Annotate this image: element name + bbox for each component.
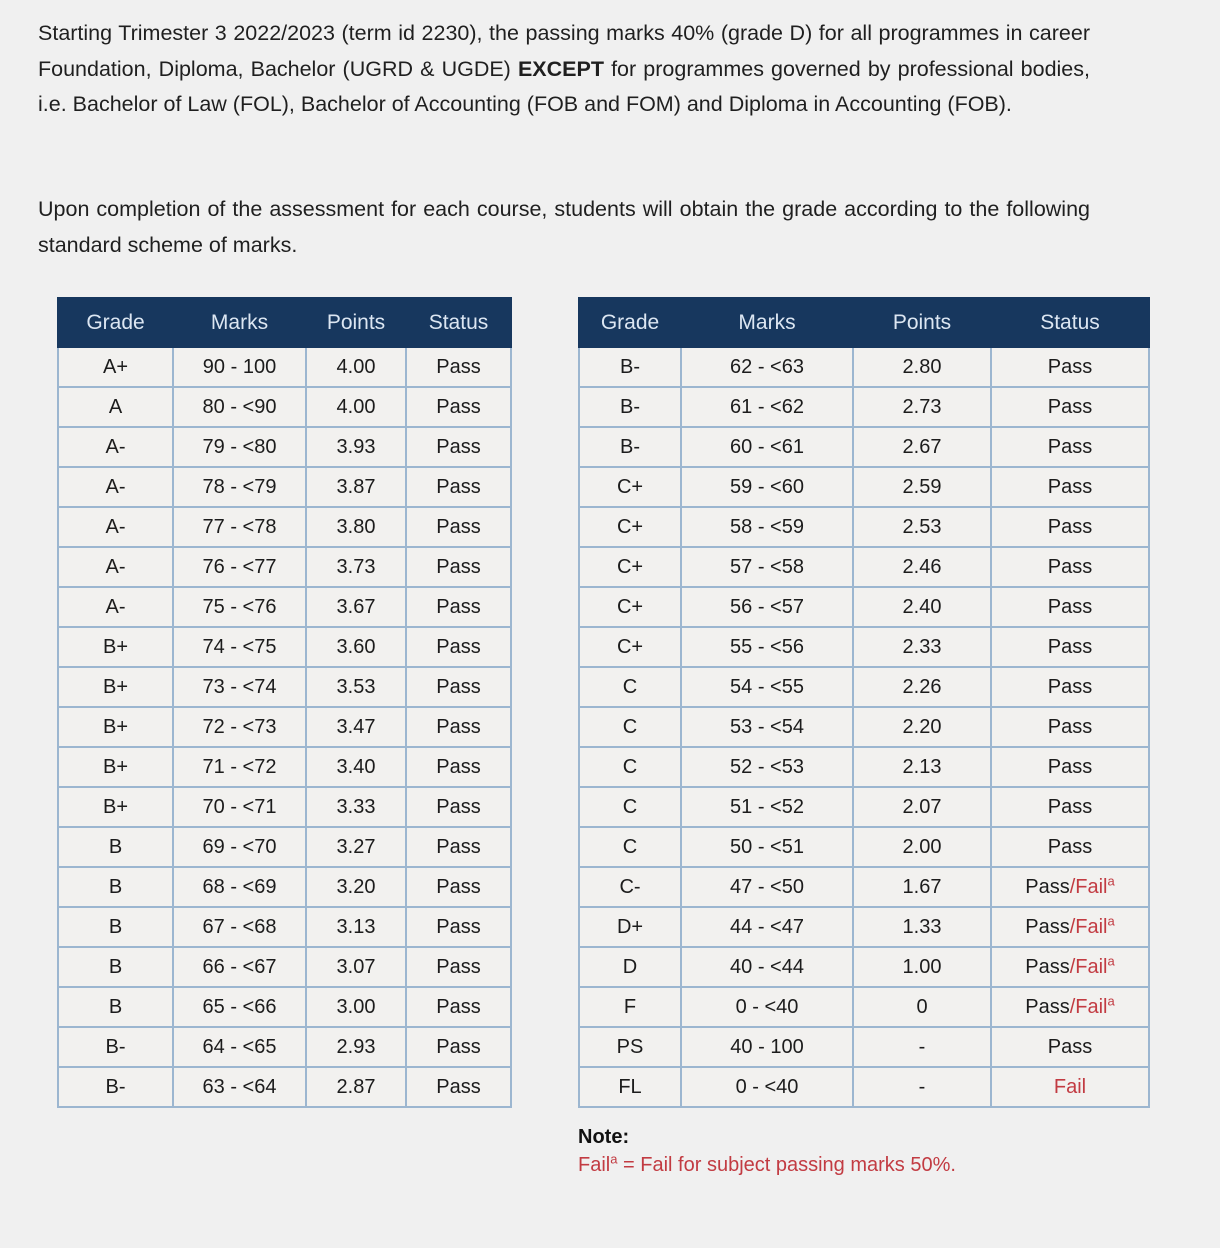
status-cell xyxy=(406,787,511,827)
grade-cell: FL xyxy=(579,1067,681,1107)
marks-cell: 79 - <80 xyxy=(173,427,306,467)
text-part: Pass xyxy=(436,675,481,698)
grade-table-left xyxy=(57,297,512,1108)
points-cell: 3.13 xyxy=(306,907,406,947)
text-part: Fail xyxy=(1053,1075,1087,1098)
text-part: Pass xyxy=(436,755,481,778)
points-cell: 0 xyxy=(853,987,991,1027)
text-part: Pass xyxy=(1047,1035,1093,1058)
status-cell xyxy=(991,1067,1149,1107)
marks-cell: 72 - <73 xyxy=(173,707,306,747)
marks-cell: 80 - <90 xyxy=(173,387,306,427)
table-row xyxy=(579,747,1149,787)
table-row xyxy=(58,1067,511,1107)
text-part: /Fail xyxy=(1069,875,1108,898)
points-cell: 2.87 xyxy=(306,1067,406,1107)
status-cell xyxy=(406,707,511,747)
text-part: a xyxy=(1107,912,1115,928)
points-cell: 2.00 xyxy=(853,827,991,867)
table-row xyxy=(579,707,1149,747)
status-cell xyxy=(406,507,511,547)
intro-text-start: Starting Trimester 3 2022/2023 (term id 2230), the passing marks 40% (grade D) for all programmes in career Foundation, Diploma, Bachelor (UGRD & UGDE) xyxy=(38,21,1090,81)
text-part: Pass xyxy=(1025,875,1070,898)
points-cell: 2.46 xyxy=(853,547,991,587)
text-part: Pass xyxy=(436,955,481,978)
status-cell xyxy=(991,707,1149,747)
grade-cell: B- xyxy=(58,1027,173,1067)
grade-cell: B+ xyxy=(58,747,173,787)
text-part: Pass xyxy=(436,635,481,658)
status-cell xyxy=(406,667,511,707)
marks-cell: 90 - 100 xyxy=(173,347,306,387)
table-row xyxy=(58,867,511,907)
grade-cell: A- xyxy=(58,547,173,587)
table-row xyxy=(579,467,1149,507)
col-header-marks: Marks xyxy=(681,298,853,347)
points-cell: 3.53 xyxy=(306,667,406,707)
text-part: Pass xyxy=(436,355,481,378)
marks-cell: 61 - <62 xyxy=(681,387,853,427)
marks-cell: 73 - <74 xyxy=(173,667,306,707)
marks-cell: 47 - <50 xyxy=(681,867,853,907)
status-cell xyxy=(991,547,1149,587)
text-part: Pass xyxy=(1025,915,1070,938)
grade-cell: C+ xyxy=(579,507,681,547)
points-cell: 2.33 xyxy=(853,627,991,667)
points-cell: 2.26 xyxy=(853,667,991,707)
text-part: Pass xyxy=(436,835,481,858)
table-row xyxy=(58,467,511,507)
points-cell: 2.80 xyxy=(853,347,991,387)
status-cell xyxy=(991,907,1149,947)
table-row xyxy=(579,907,1149,947)
marks-cell: 66 - <67 xyxy=(173,947,306,987)
text-part: Pass xyxy=(436,595,481,618)
points-cell: 3.60 xyxy=(306,627,406,667)
table-row xyxy=(58,387,511,427)
table-row xyxy=(58,907,511,947)
status-cell xyxy=(991,867,1149,907)
points-cell: 3.33 xyxy=(306,787,406,827)
grade-table-left-body xyxy=(58,347,511,1107)
text-part: /Fail xyxy=(1069,955,1108,978)
intro-paragraph-1 xyxy=(38,16,1090,123)
marks-cell: 54 - <55 xyxy=(681,667,853,707)
grade-cell: B xyxy=(58,827,173,867)
status-cell xyxy=(991,587,1149,627)
table-row xyxy=(58,1027,511,1067)
grade-cell: A- xyxy=(58,467,173,507)
marks-cell: 55 - <56 xyxy=(681,627,853,667)
grade-cell: C xyxy=(579,667,681,707)
status-cell xyxy=(991,747,1149,787)
text-part: = Fail for subject passing marks 50%. xyxy=(617,1154,956,1176)
points-cell: 3.20 xyxy=(306,867,406,907)
grade-cell: C+ xyxy=(579,587,681,627)
table-row xyxy=(579,427,1149,467)
col-header-points: Points xyxy=(853,298,991,347)
status-cell xyxy=(406,467,511,507)
col-header-grade: Grade xyxy=(579,298,681,347)
text-part: Pass xyxy=(436,395,481,418)
points-cell: 2.73 xyxy=(853,387,991,427)
col-header-marks: Marks xyxy=(173,298,306,347)
except-emphasis: EXCEPT xyxy=(517,56,604,81)
grade-cell: PS xyxy=(579,1027,681,1067)
table-row xyxy=(579,947,1149,987)
marks-cell: 44 - <47 xyxy=(681,907,853,947)
status-cell xyxy=(991,787,1149,827)
text-part: Pass xyxy=(1047,715,1093,738)
table-row xyxy=(579,507,1149,547)
table-row xyxy=(58,347,511,387)
table-row xyxy=(579,867,1149,907)
table-row xyxy=(58,947,511,987)
points-cell: 3.40 xyxy=(306,747,406,787)
col-header-grade: Grade xyxy=(58,298,173,347)
marks-cell: 63 - <64 xyxy=(173,1067,306,1107)
table-row xyxy=(58,547,511,587)
points-cell: 2.13 xyxy=(853,747,991,787)
intro-text-end: for programmes governed by professional bodies, i.e. Bachelor of Law (FOL), Bachelor of Accounting (FOB and FOM) and Diploma in Accounting (FOB). xyxy=(38,56,1090,116)
status-cell xyxy=(991,627,1149,667)
text-part: Pass xyxy=(436,795,481,818)
text-part: Pass xyxy=(1025,995,1070,1018)
marks-cell: 76 - <77 xyxy=(173,547,306,587)
table-row xyxy=(579,787,1149,827)
points-cell: 2.67 xyxy=(853,427,991,467)
table-row xyxy=(579,1027,1149,1067)
marks-cell: 57 - <58 xyxy=(681,547,853,587)
grade-cell: C+ xyxy=(579,547,681,587)
status-cell xyxy=(991,507,1149,547)
grade-cell: B xyxy=(58,867,173,907)
points-cell: 3.07 xyxy=(306,947,406,987)
table-row xyxy=(579,347,1149,387)
points-cell: 4.00 xyxy=(306,347,406,387)
text-part: Pass xyxy=(1047,595,1093,618)
points-cell: 1.33 xyxy=(853,907,991,947)
text-part: a xyxy=(1107,992,1115,1008)
table-row xyxy=(579,667,1149,707)
col-header-status: Status xyxy=(406,298,511,347)
status-cell xyxy=(991,667,1149,707)
status-cell xyxy=(991,387,1149,427)
points-cell: 1.00 xyxy=(853,947,991,987)
text-part: a xyxy=(1107,952,1115,968)
grade-cell: B xyxy=(58,987,173,1027)
marks-cell: 62 - <63 xyxy=(681,347,853,387)
table-row xyxy=(58,667,511,707)
col-header-status: Status xyxy=(991,298,1149,347)
points-cell: 2.59 xyxy=(853,467,991,507)
points-cell: 2.40 xyxy=(853,587,991,627)
grade-cell: A+ xyxy=(58,347,173,387)
status-cell xyxy=(406,747,511,787)
marks-cell: 40 - <44 xyxy=(681,947,853,987)
grade-cell: A- xyxy=(58,587,173,627)
text-part: Pass xyxy=(1047,795,1093,818)
grade-cell: B xyxy=(58,947,173,987)
text-part: Pass xyxy=(1047,555,1093,578)
header-row xyxy=(58,298,511,347)
points-cell: 2.53 xyxy=(853,507,991,547)
table-row xyxy=(58,827,511,867)
grade-cell: A- xyxy=(58,427,173,467)
points-cell: 2.20 xyxy=(853,707,991,747)
grade-cell: C xyxy=(579,787,681,827)
points-cell: 1.67 xyxy=(853,867,991,907)
points-cell: 3.00 xyxy=(306,987,406,1027)
text-part: Pass xyxy=(436,475,481,498)
text-part: Pass xyxy=(436,555,481,578)
marks-cell: 64 - <65 xyxy=(173,1027,306,1067)
text-part: Pass xyxy=(436,875,481,898)
marks-cell: 71 - <72 xyxy=(173,747,306,787)
table-row xyxy=(579,827,1149,867)
points-cell: 3.87 xyxy=(306,467,406,507)
table-row xyxy=(58,787,511,827)
grade-cell: F xyxy=(579,987,681,1027)
text-part: /Fail xyxy=(1069,915,1108,938)
table-row xyxy=(579,987,1149,1027)
grade-table-right-body xyxy=(579,347,1149,1107)
marks-cell: 40 - 100 xyxy=(681,1027,853,1067)
marks-cell: 60 - <61 xyxy=(681,427,853,467)
points-cell: 3.93 xyxy=(306,427,406,467)
text-part: Pass xyxy=(436,1075,481,1098)
status-cell xyxy=(406,347,511,387)
text-part: Pass xyxy=(1047,475,1093,498)
status-cell xyxy=(406,1027,511,1067)
table-row xyxy=(58,587,511,627)
table-row xyxy=(58,707,511,747)
grade-cell: B+ xyxy=(58,667,173,707)
grade-cell: C+ xyxy=(579,627,681,667)
status-cell xyxy=(406,627,511,667)
table-row xyxy=(579,1067,1149,1107)
table-row xyxy=(58,747,511,787)
points-cell: 3.73 xyxy=(306,547,406,587)
text-part: Fail xyxy=(578,1154,611,1176)
status-cell xyxy=(406,587,511,627)
status-cell xyxy=(991,427,1149,467)
marks-cell: 0 - <40 xyxy=(681,987,853,1027)
table-row xyxy=(579,627,1149,667)
grade-cell: B- xyxy=(579,387,681,427)
text-part: Pass xyxy=(1047,635,1093,658)
text-part: Pass xyxy=(1047,355,1093,378)
grade-cell: D+ xyxy=(579,907,681,947)
note-label: Note: xyxy=(578,1126,630,1148)
marks-cell: 67 - <68 xyxy=(173,907,306,947)
text-part: Pass xyxy=(436,715,481,738)
points-cell: 3.27 xyxy=(306,827,406,867)
marks-cell: 70 - <71 xyxy=(173,787,306,827)
marks-cell: 51 - <52 xyxy=(681,787,853,827)
marks-cell: 77 - <78 xyxy=(173,507,306,547)
grade-cell: C xyxy=(579,827,681,867)
marks-cell: 78 - <79 xyxy=(173,467,306,507)
grade-cell: C- xyxy=(579,867,681,907)
status-cell xyxy=(406,947,511,987)
table-row xyxy=(58,627,511,667)
points-cell: 3.47 xyxy=(306,707,406,747)
points-cell: - xyxy=(853,1027,991,1067)
col-header-points: Points xyxy=(306,298,406,347)
points-cell: - xyxy=(853,1067,991,1107)
grade-cell: C xyxy=(579,707,681,747)
grade-cell: B xyxy=(58,907,173,947)
points-cell: 2.93 xyxy=(306,1027,406,1067)
text-part: Pass xyxy=(436,915,481,938)
marks-cell: 74 - <75 xyxy=(173,627,306,667)
table-row xyxy=(579,387,1149,427)
table-row xyxy=(58,507,511,547)
status-cell xyxy=(991,827,1149,867)
grade-cell: B- xyxy=(579,427,681,467)
text-part: Pass xyxy=(1047,515,1093,538)
text-part: Pass xyxy=(1047,435,1093,458)
text-part: Pass xyxy=(436,1035,481,1058)
status-cell xyxy=(406,547,511,587)
marks-cell: 68 - <69 xyxy=(173,867,306,907)
status-cell xyxy=(406,907,511,947)
marks-cell: 75 - <76 xyxy=(173,587,306,627)
points-cell: 4.00 xyxy=(306,387,406,427)
marks-cell: 52 - <53 xyxy=(681,747,853,787)
status-cell xyxy=(406,387,511,427)
grade-cell: D xyxy=(579,947,681,987)
status-cell xyxy=(991,1027,1149,1067)
text-part: Pass xyxy=(1047,835,1093,858)
table-row xyxy=(579,587,1149,627)
text-part: Pass xyxy=(1047,675,1093,698)
marks-cell: 69 - <70 xyxy=(173,827,306,867)
points-cell: 2.07 xyxy=(853,787,991,827)
status-cell xyxy=(991,947,1149,987)
grade-cell: C+ xyxy=(579,467,681,507)
grade-cell: B+ xyxy=(58,627,173,667)
grade-table-right xyxy=(578,297,1150,1108)
note-body xyxy=(578,1150,956,1180)
note-block xyxy=(578,1124,956,1180)
text-part: a xyxy=(610,1151,618,1167)
marks-cell: 0 - <40 xyxy=(681,1067,853,1107)
intro-paragraph-2: Upon completion of the assessment for each course, students will obtain the grade according to the following standard scheme of marks. xyxy=(38,197,1090,257)
marks-cell: 56 - <57 xyxy=(681,587,853,627)
table-row xyxy=(579,547,1149,587)
status-cell xyxy=(406,1067,511,1107)
text-part: Pass xyxy=(436,995,481,1018)
status-cell xyxy=(406,987,511,1027)
text-part: Pass xyxy=(1047,395,1093,418)
text-part: Pass xyxy=(436,515,481,538)
grade-cell: B+ xyxy=(58,787,173,827)
status-cell xyxy=(991,347,1149,387)
marks-cell: 53 - <54 xyxy=(681,707,853,747)
grade-cell: B+ xyxy=(58,707,173,747)
header-row xyxy=(579,298,1149,347)
marks-cell: 65 - <66 xyxy=(173,987,306,1027)
points-cell: 3.80 xyxy=(306,507,406,547)
status-cell xyxy=(406,867,511,907)
marks-cell: 58 - <59 xyxy=(681,507,853,547)
table-row xyxy=(58,427,511,467)
table-row xyxy=(58,987,511,1027)
grade-cell: B- xyxy=(58,1067,173,1107)
text-part: /Fail xyxy=(1069,995,1108,1018)
text-part: Pass xyxy=(1047,755,1093,778)
status-cell xyxy=(406,427,511,467)
grade-cell: C xyxy=(579,747,681,787)
marks-cell: 50 - <51 xyxy=(681,827,853,867)
status-cell xyxy=(991,467,1149,507)
text-part: Pass xyxy=(1025,955,1070,978)
grade-cell: A xyxy=(58,387,173,427)
text-part: a xyxy=(1107,872,1115,888)
grade-cell: B- xyxy=(579,347,681,387)
status-cell xyxy=(406,827,511,867)
marks-cell: 59 - <60 xyxy=(681,467,853,507)
points-cell: 3.67 xyxy=(306,587,406,627)
status-cell xyxy=(991,987,1149,1027)
grade-cell: A- xyxy=(58,507,173,547)
text-part: Pass xyxy=(436,435,481,458)
